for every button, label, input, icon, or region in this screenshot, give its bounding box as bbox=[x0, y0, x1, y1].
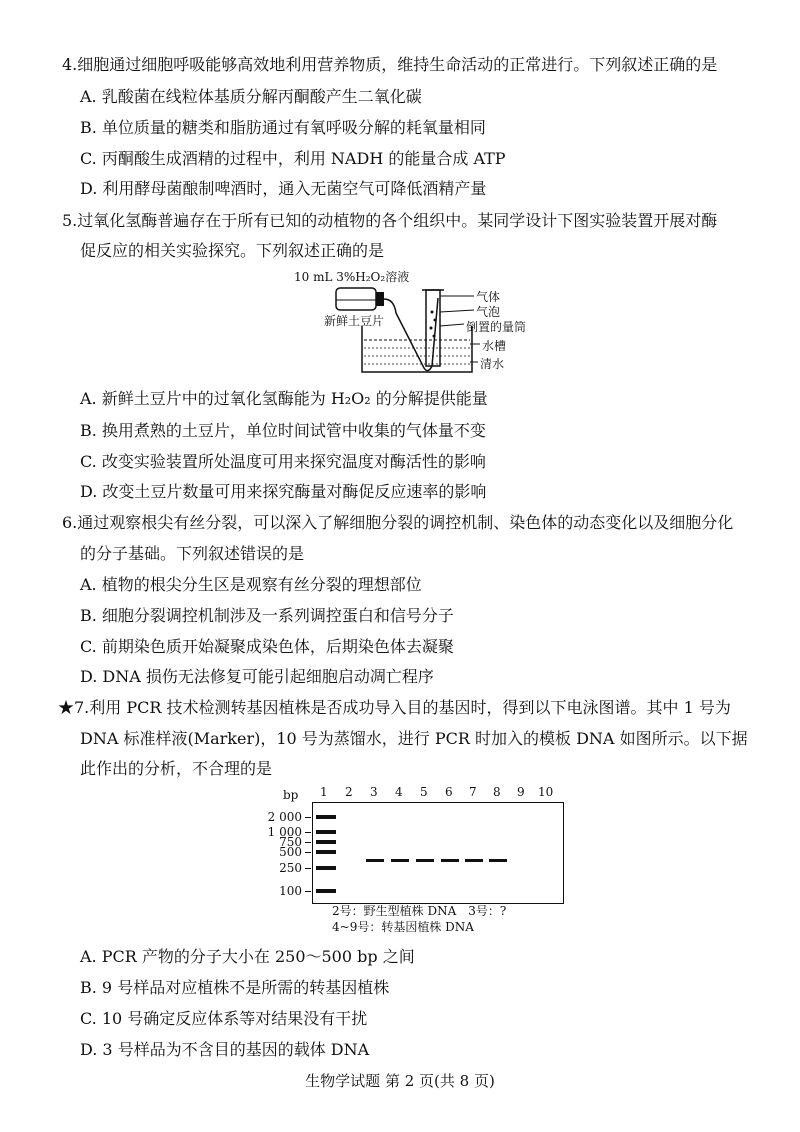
marker-750-label: 750 bbox=[279, 835, 302, 849]
gel-caption-2: 4~9号：转基因植株 DNA bbox=[332, 920, 474, 934]
q7-option-d: D. 3 号样品为不含目的基因的载体 DNA bbox=[80, 1040, 370, 1059]
gel-caption-1: 2号：野生型植株 DNA 3号：? bbox=[332, 904, 507, 918]
marker-band-750 bbox=[316, 840, 336, 844]
lane-1-label: 1 bbox=[320, 785, 328, 799]
cylinder-label: 倒置的量筒 bbox=[466, 320, 527, 334]
product-band-lane-7 bbox=[465, 859, 483, 862]
q4-option-c: C. 丙酮酸生成酒精的过程中，利用 NADH 的能量合成 ATP bbox=[80, 149, 506, 168]
bubble-label: 气泡 bbox=[476, 305, 501, 319]
q7-stem-1: ★7.利用 PCR 技术检测转基因植株是否成功导入目的基因时，得到以下电泳图谱。其中 1 号为 bbox=[58, 698, 731, 717]
lane-2-label: 2 bbox=[345, 785, 353, 799]
q6-stem-2: 的分子基础。下列叙述错误的是 bbox=[80, 544, 305, 563]
q6-stem-1: 6.通过观察根尖有丝分裂，可以深入了解细胞分裂的调控机制、染色体的动态变化以及细胞分化 bbox=[62, 513, 734, 532]
q4-option-b: B. 单位质量的糖类和脂肪通过有氧呼吸分解的耗氧量相同 bbox=[80, 118, 486, 137]
q7-stem-3: 此作出的分析，不合理的是 bbox=[80, 759, 273, 778]
product-band-lane-5 bbox=[416, 859, 434, 862]
q7-option-b: B. 9 号样品对应植株不是所需的转基因植株 bbox=[80, 978, 390, 997]
product-band-lane-6 bbox=[441, 859, 459, 862]
lane-8-label: 8 bbox=[493, 785, 501, 799]
tick-500 bbox=[305, 852, 311, 853]
marker-band-500 bbox=[316, 850, 336, 854]
marker-1000-label: 1 000 bbox=[267, 825, 302, 839]
marker-500-label: 500 bbox=[279, 845, 302, 859]
product-band-lane-4 bbox=[391, 859, 409, 862]
apparatus-figure bbox=[294, 268, 534, 380]
lane-7-label: 7 bbox=[469, 785, 477, 799]
marker-100-label: 100 bbox=[279, 884, 302, 898]
gas-label: 气体 bbox=[476, 290, 501, 304]
q5-option-b: B. 换用煮熟的土豆片，单位时间试管中收集的气体量不变 bbox=[80, 421, 486, 440]
lane-4-label: 4 bbox=[395, 785, 403, 799]
q6-option-a: A. 植物的根尖分生区是观察有丝分裂的理想部位 bbox=[80, 575, 422, 594]
q7-stem-2: DNA 标准样液(Marker)，10 号为蒸馏水，进行 PCR 时加入的模板 DNA 如图所示。以下据 bbox=[80, 729, 748, 748]
marker-band-100 bbox=[316, 889, 336, 893]
q6-option-d: D. DNA 损伤无法修复可能引起细胞启动凋亡程序 bbox=[80, 667, 434, 686]
q4-option-a: A. 乳酸菌在线粒体基质分解丙酮酸产生二氧化碳 bbox=[80, 87, 422, 106]
marker-band-250 bbox=[316, 866, 336, 870]
tick-750 bbox=[305, 842, 311, 843]
q5-stem-2: 促反应的相关实验探究。下列叙述正确的是 bbox=[80, 241, 385, 260]
q6-option-c: C. 前期染色质开始凝聚成染色体，后期染色体去凝聚 bbox=[80, 637, 454, 656]
lane-9-label: 9 bbox=[517, 785, 525, 799]
q7-option-c: C. 10 号确定反应体系等对结果没有干扰 bbox=[80, 1009, 368, 1028]
lane-6-label: 6 bbox=[445, 785, 453, 799]
lane-3-label: 3 bbox=[370, 785, 378, 799]
q7-option-a: A. PCR 产物的分子大小在 250～500 bp 之间 bbox=[80, 947, 415, 966]
solution-label: 10 mL 3%H₂O₂溶液 bbox=[294, 270, 410, 284]
marker-band-1000 bbox=[316, 830, 336, 834]
potato-label: 新鲜土豆片 bbox=[324, 314, 385, 328]
tick-1000 bbox=[305, 832, 311, 833]
marker-250-label: 250 bbox=[279, 861, 302, 875]
q5-option-d: D. 改变土豆片数量可用来探究酶量对酶促反应速率的影响 bbox=[80, 482, 487, 501]
q5-stem-1: 5.过氧化氢酶普遍存在于所有已知的动植物的各个组织中。某同学设计下图实验装置开展对酶 bbox=[62, 211, 718, 230]
q5-option-c: C. 改变实验装置所处温度可用来探究温度对酶活性的影响 bbox=[80, 452, 486, 471]
q4-stem-1: 4.细胞通过细胞呼吸能够高效地利用营养物质，维持生命活动的正常进行。下列叙述正确的是 bbox=[62, 55, 718, 74]
product-band-lane-8 bbox=[489, 859, 507, 862]
q5-option-a: A. 新鲜土豆片中的过氧化氢酶能为 H₂O₂ 的分解提供能量 bbox=[80, 389, 488, 408]
marker-band-2000 bbox=[316, 815, 336, 819]
q4-option-d: D. 利用酵母菌酿制啤酒时，通入无菌空气可降低酒精产量 bbox=[80, 179, 487, 198]
tick-2000 bbox=[305, 817, 311, 818]
page-footer: 生物学试题 第 2 页(共 8 页) bbox=[305, 1072, 495, 1090]
gel-frame bbox=[312, 802, 564, 904]
tick-250 bbox=[305, 868, 311, 869]
product-band-lane-3 bbox=[366, 859, 384, 862]
trough-label: 水槽 bbox=[482, 339, 507, 353]
marker-2000-label: 2 000 bbox=[267, 810, 302, 824]
lane-5-label: 5 bbox=[420, 785, 428, 799]
lane-10-label: 10 bbox=[538, 785, 554, 799]
bp-header: bp bbox=[283, 788, 299, 802]
q6-option-b: B. 细胞分裂调控机制涉及一系列调控蛋白和信号分子 bbox=[80, 606, 454, 625]
tick-100 bbox=[305, 891, 311, 892]
water-label: 清水 bbox=[480, 357, 505, 371]
